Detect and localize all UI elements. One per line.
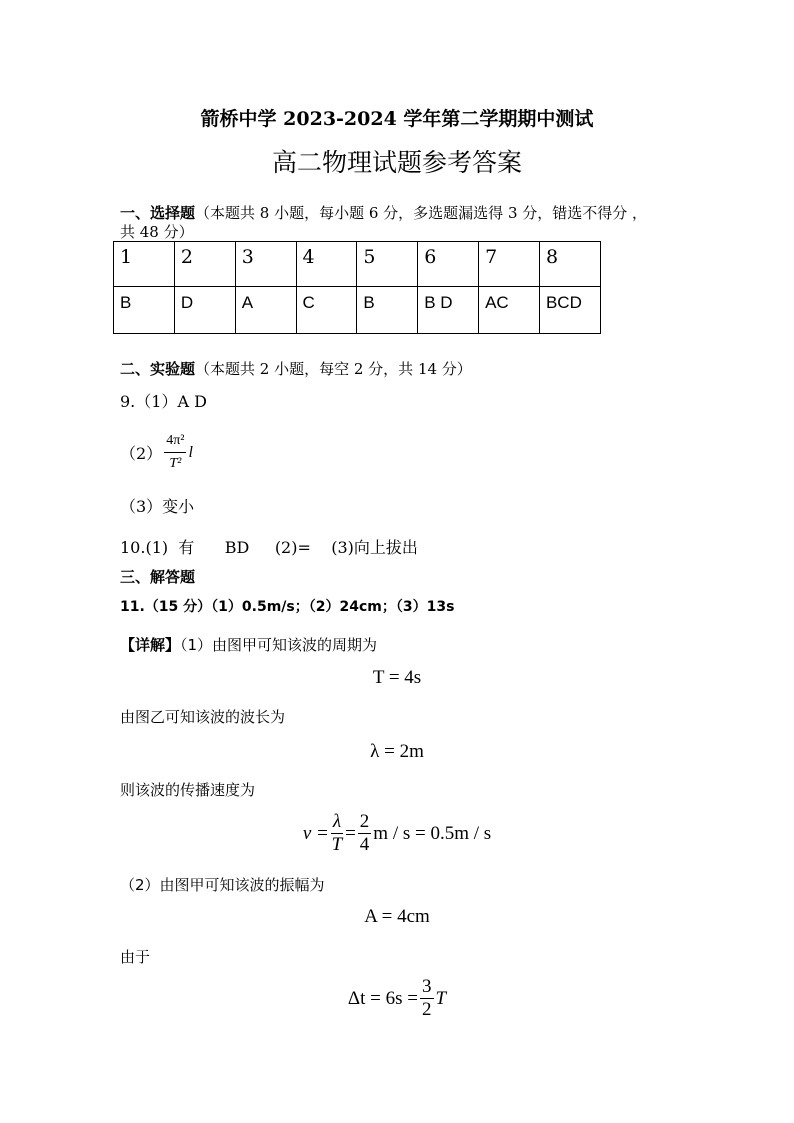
speed-fraction-1-numerator: λ [332, 811, 342, 832]
question-number: 6 [418, 242, 479, 287]
q11-detail-line2: 由图乙可知该波的波长为 [120, 708, 286, 726]
answer-key-title: 高二物理试题参考答案 [271, 148, 522, 177]
time-rhs: T [435, 987, 447, 1009]
section2-heading: 二、实验题 [120, 360, 196, 378]
q9-part3: （3）变小 [120, 497, 195, 516]
time-lhs: Δt = 6s = [347, 987, 418, 1009]
q10-answer: 10.(1) 有 BD (2)= (3)向上拔出 [120, 538, 418, 557]
q9-variable: l [188, 443, 193, 461]
question-number: 5 [357, 242, 418, 287]
school-exam-title: 箭桥中学 2023-2024 学年第二学期期中测试 [200, 108, 594, 130]
section1-heading: 一、选择题 [120, 204, 196, 222]
section1-desc-line1: （本题共 8 小题，每小题 6 分，多选题漏选得 3 分，错选不得分 ， [195, 204, 648, 222]
equation-period: T = 4s [372, 667, 422, 688]
question-number: 3 [235, 242, 296, 287]
section2-header [120, 358, 472, 379]
question-number: 2 [174, 242, 235, 287]
answer-cell: B D [418, 287, 479, 334]
answer-cell: BCD [539, 287, 600, 334]
answer-row [114, 287, 601, 334]
answer-cell: B [357, 287, 418, 334]
q11-summary: 11.（15 分）（1）0.5m/s；（2）24cm；（3）13s [120, 599, 455, 615]
speed-fraction-2 [358, 811, 372, 856]
question-number: 4 [296, 242, 357, 287]
q9-part1: 9.（1）A D [120, 392, 207, 411]
answer-cell: B [114, 287, 175, 334]
q9-fraction-numerator: 4π² [164, 430, 186, 453]
time-fraction-numerator: 3 [422, 976, 432, 997]
speed-fraction-2-denominator: 4 [359, 834, 370, 855]
question-number: 8 [539, 242, 600, 287]
speed-lhs: v = [302, 822, 329, 844]
q11-detail-line4: （2）由图甲可知该波的振幅为 [120, 876, 325, 894]
speed-rhs: m / s = 0.5m / s [373, 822, 492, 844]
choice-answer-table [113, 241, 601, 334]
section2-desc: （本题共 2 小题，每空 2 分，共 14 分） [195, 360, 472, 378]
section1-desc-line2: 共 48 分） [120, 223, 194, 241]
equation-wavelength: λ = 2m [370, 741, 424, 762]
section3-heading: 三、解答题 [120, 568, 196, 586]
time-fraction-denominator: 2 [422, 999, 432, 1020]
speed-fraction-2-numerator: 2 [359, 811, 370, 832]
answer-cell: C [296, 287, 357, 334]
equation-amplitude: A = 4cm [364, 906, 430, 927]
q9-fraction [164, 430, 186, 475]
q11-detail-line1 [120, 634, 377, 655]
time-fraction [420, 976, 434, 1021]
question-number: 7 [479, 242, 540, 287]
detail-label: 【详解】 [120, 636, 181, 654]
question-number: 1 [114, 242, 175, 287]
q9-part2-label: （2） [120, 444, 163, 463]
answer-cell: A [235, 287, 296, 334]
answer-cell: D [174, 287, 235, 334]
q9-fraction-denominator: T² [169, 456, 182, 471]
equation-time [0, 976, 794, 1021]
q11-detail-line5: 由于 [120, 948, 151, 966]
speed-fraction-1-denominator: T [331, 834, 343, 855]
q9-part2 [120, 430, 193, 475]
question-number-row [114, 242, 601, 287]
detail-text: （1）由图甲可知该波的周期为 [180, 636, 378, 654]
speed-fraction-1 [331, 811, 343, 856]
equation-speed: v = $\frac{\lambda}{T}$ = $\frac{2}{4}$ m / s = 0.5m / s [302, 811, 492, 855]
section1-header [120, 202, 647, 223]
q11-detail-line3: 则该波的传播速度为 [120, 781, 256, 799]
answer-cell: AC [479, 287, 540, 334]
